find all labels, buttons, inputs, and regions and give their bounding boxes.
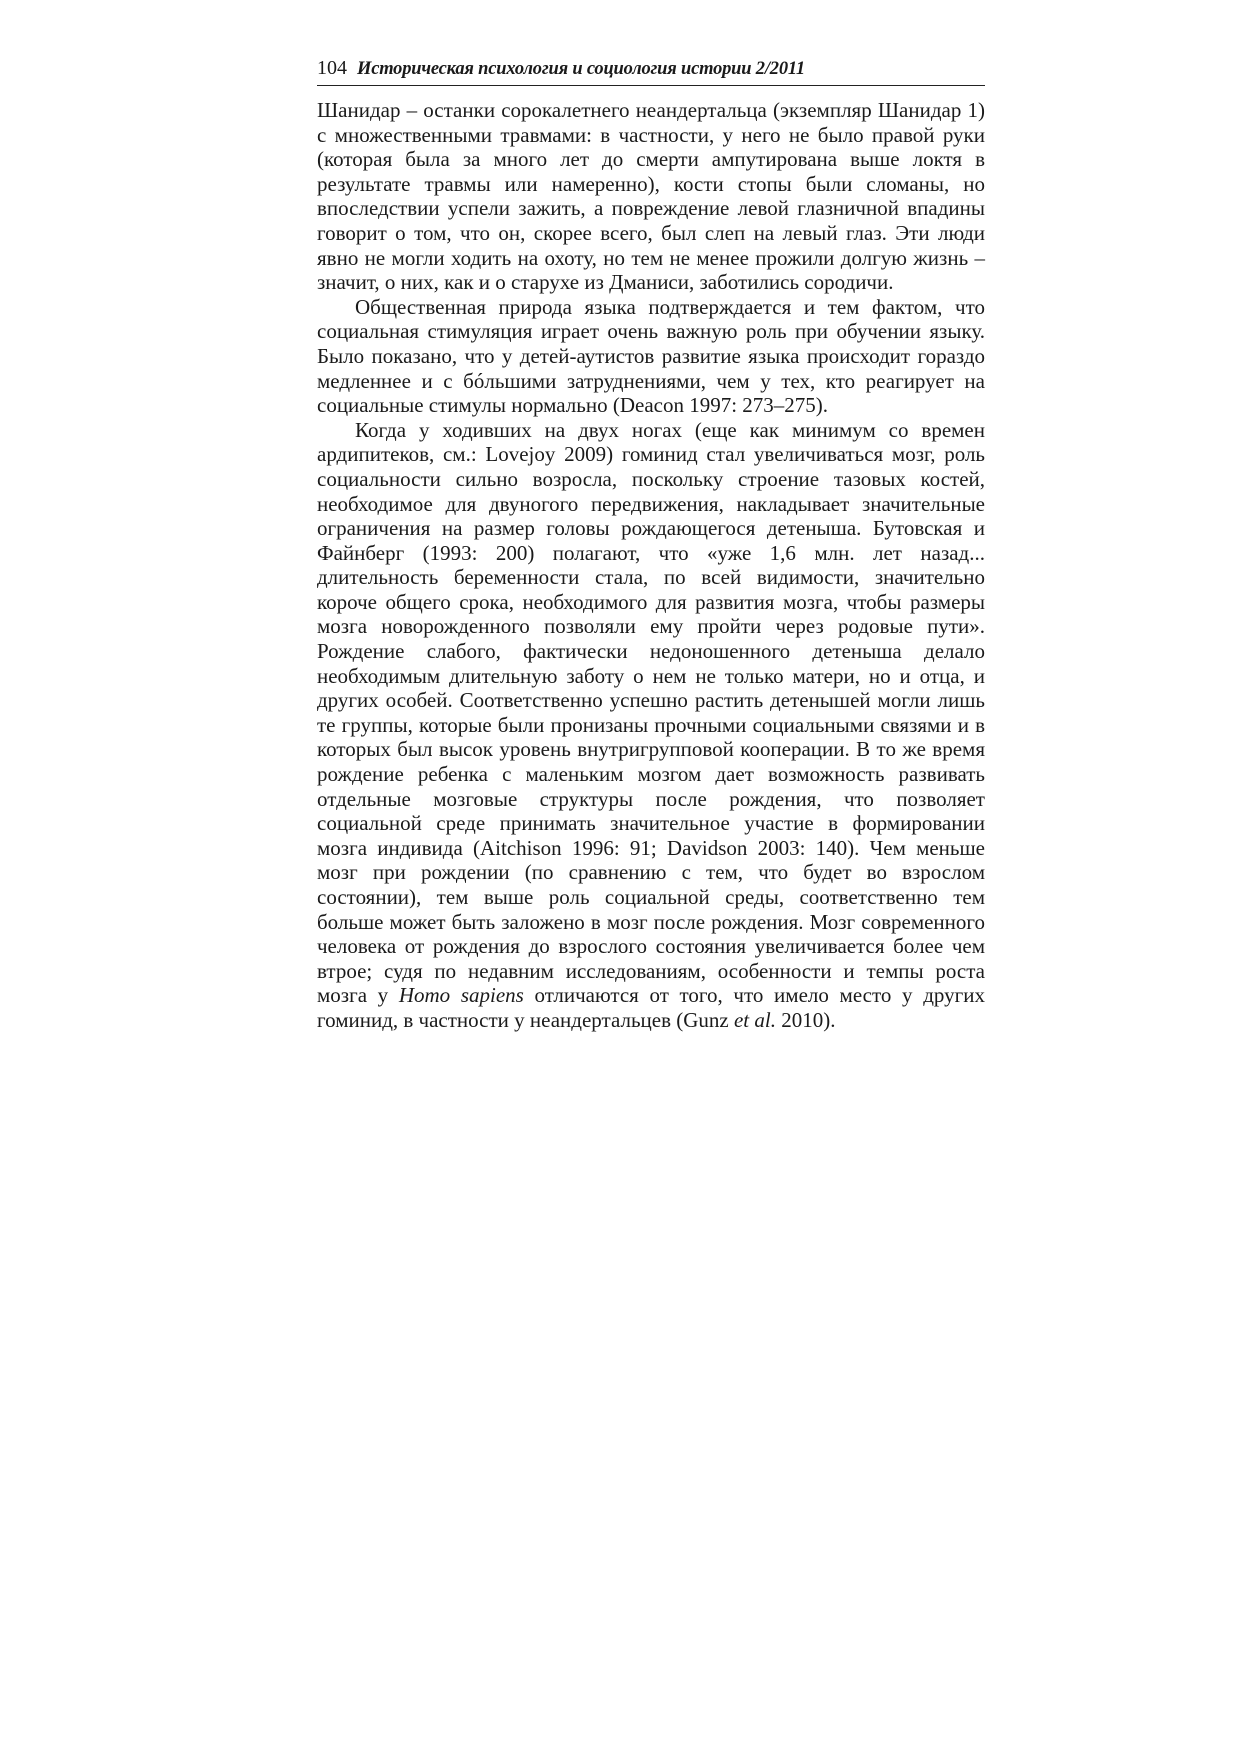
paragraph-3 xyxy=(317,418,985,1033)
paragraph-3-part-1: Когда у ходивших на двух ногах (еще как минимум со времен ардипитеков, см.: Lovejoy 2009) гоминид стал увеличиваться мозг, роль социальности сильно возросла, поскольку строение тазовых костей, необходимое для двуногого передвижения, накладывает значительные ограничения на размер головы рождающегося детеныша. Бутовская и Файнберг (1993: 200) полагают, что «уже 1,6 млн. лет назад... длительность беременности стала, по всей видимости, значительно короче общего срока, необходимого для развития мозга, чтобы размеры мозга новорожденного позволяли ему пройти через родовые пути». Рождение слабого, фактически недоношенного детеныша делало необходимым длительную заботу о нем не только матери, но и отца, и других особей. Соответственно успешно растить детенышей могли лишь те группы, которые были пронизаны прочными социальными связями и в которых был высок уровень внутригрупповой кооперации. В то же время рождение ребенка с маленьким мозгом дает возможность развивать отдельные мозговые структуры после рождения, что позволяет социальной среде принимать значительное участие в формировании мозга индивида (Aitchison 1996: 91; Davidson 2003: 140). Чем меньше мозг при рождении (по сравнению с тем, что будет во взрослом состоянии), тем выше роль социальной среды, соответственно тем больше может быть заложено в мозг после рождения. Мозг современного человека от рождения до взрослого состояния увеличивается более чем втрое; судя по недавним исследованиям, особенности и темпы роста мозга у xyxy=(317,417,985,1008)
paragraph-3-part-2: отличаются от того, что имело место у других гоминид, в частности у неандертальцев (Gunz xyxy=(317,983,985,1032)
page-number: 104 xyxy=(317,57,347,79)
species-name-italic: Homo sapiens xyxy=(398,983,524,1008)
document-page xyxy=(317,56,985,1033)
et-al-italic: et al. xyxy=(733,1007,776,1032)
journal-title: Историческая психология и социология истории 2/2011 xyxy=(357,59,805,79)
paragraph-2: Общественная природа языка подтверждается и тем фактом, что социальная стимуляция играет очень важную роль при обучении языку. Было показано, что у детей-аутистов развитие языка происходит гораздо медленнее и с бóльшими затруднениями, чем у тех, кто реагирует на социальные стимулы нормально (Deacon 1997: 273–275). xyxy=(317,294,985,418)
paragraph-3-part-3: 2010). xyxy=(775,1007,836,1032)
running-head xyxy=(317,56,985,86)
body-text xyxy=(317,98,985,1033)
paragraph-1: Шанидар – останки сорокалетнего неандертальца (экземпляр Шанидар 1) с множественными травмами: в частности, у него не было правой руки (которая была за много лет до смерти ампутирована выше локтя в результате травмы или намеренно), кости стопы были сломаны, но впоследствии успели зажить, а повреждение левой глазничной впадины говорит о том, что он, скорее всего, был слеп на левый глаз. Эти люди явно не могли ходить на охоту, но тем не менее прожили долгую жизнь – значит, о них, как и о старухе из Дманиси, заботились сородичи. xyxy=(317,98,985,295)
